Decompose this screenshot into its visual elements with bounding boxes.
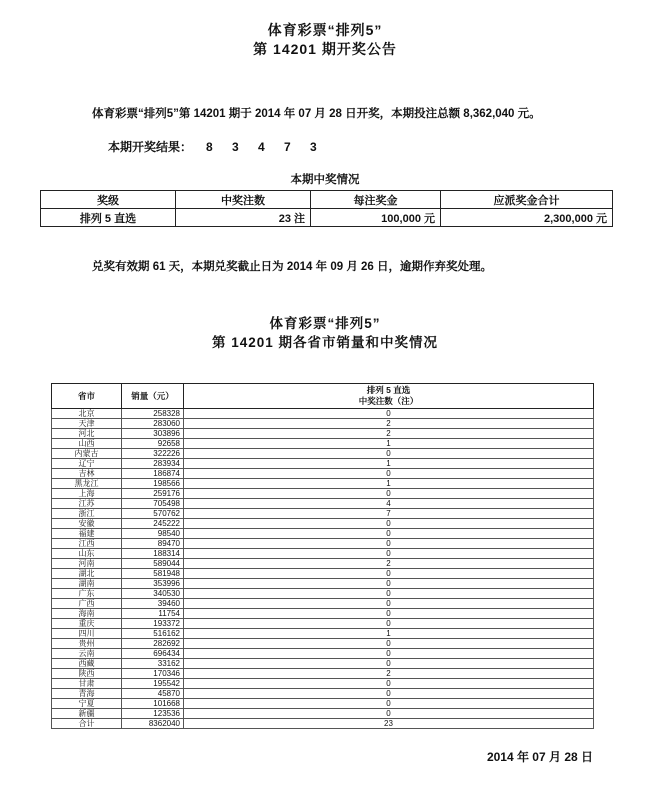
- province-row-province: 四川: [52, 629, 122, 639]
- province-row-sales: 322226: [122, 449, 184, 459]
- prize-cell-total: 2,300,000 元: [441, 209, 613, 227]
- province-row: [52, 679, 594, 689]
- page-title-line2: 第 14201 期开奖公告: [253, 41, 397, 57]
- province-row: [52, 469, 594, 479]
- province-row-wins: 2: [184, 419, 594, 429]
- province-row: [52, 479, 594, 489]
- draw-result-numbers: 8 3 4 7 3: [206, 140, 325, 154]
- province-row-sales: 570762: [122, 509, 184, 519]
- province-row: [52, 619, 594, 629]
- province-row-wins: 0: [184, 549, 594, 559]
- province-row-province: 江苏: [52, 499, 122, 509]
- province-row: [52, 449, 594, 459]
- province-row-province: 安徽: [52, 519, 122, 529]
- province-header-game: [184, 384, 594, 409]
- province-row-sales: 282692: [122, 639, 184, 649]
- province-row-wins: 4: [184, 499, 594, 509]
- province-row-province: 北京: [52, 409, 122, 419]
- province-row-sales: 45870: [122, 689, 184, 699]
- prize-cell-amount: 100,000 元: [311, 209, 441, 227]
- province-row: [52, 629, 594, 639]
- province-row-wins: 0: [184, 689, 594, 699]
- province-row-wins: 0: [184, 609, 594, 619]
- province-row-province: 广东: [52, 589, 122, 599]
- province-row-sales: 101668: [122, 699, 184, 709]
- province-section-title-line1: 体育彩票“排列5”: [269, 316, 381, 331]
- province-row-province: 河北: [52, 429, 122, 439]
- province-row-sales: 170346: [122, 669, 184, 679]
- province-row-sales: 581948: [122, 569, 184, 579]
- province-row-province: 湖南: [52, 579, 122, 589]
- province-row-sales: 193372: [122, 619, 184, 629]
- province-section-title: [0, 314, 650, 352]
- province-row-sales: 258328: [122, 409, 184, 419]
- province-row-sales: 259176: [122, 489, 184, 499]
- footer-date: 2014 年 07 月 28 日: [486, 750, 593, 764]
- province-row-province: 西藏: [52, 659, 122, 669]
- province-row-province: 陕西: [52, 669, 122, 679]
- province-row-wins: 2: [184, 559, 594, 569]
- province-row-wins: 1: [184, 479, 594, 489]
- province-row-province: 内蒙古: [52, 449, 122, 459]
- prize-header-total: 应派奖金合计: [441, 191, 613, 209]
- province-row-sales: 198566: [122, 479, 184, 489]
- province-row-wins: 0: [184, 469, 594, 479]
- province-row-wins: 0: [184, 589, 594, 599]
- province-header-name: 省市: [52, 384, 122, 409]
- province-row: [52, 419, 594, 429]
- province-row-wins: 0: [184, 659, 594, 669]
- province-row: [52, 539, 594, 549]
- province-row-sales: 39460: [122, 599, 184, 609]
- province-row: [52, 459, 594, 469]
- prize-table: [40, 190, 613, 227]
- province-row-sales: 89470: [122, 539, 184, 549]
- province-row-sales: 589044: [122, 559, 184, 569]
- province-row: [52, 659, 594, 669]
- province-row-province: 重庆: [52, 619, 122, 629]
- province-header-sales: 销量（元）: [122, 384, 184, 409]
- prize-header-amount: 每注奖金: [311, 191, 441, 209]
- province-table: [51, 383, 594, 729]
- province-row: [52, 579, 594, 589]
- province-row-province: 青海: [52, 689, 122, 699]
- province-row-sales: 92658: [122, 439, 184, 449]
- province-row: [52, 439, 594, 449]
- province-row: [52, 699, 594, 709]
- province-row-sales: 340530: [122, 589, 184, 599]
- province-row-sales: 705498: [122, 499, 184, 509]
- province-row-sales: 245222: [122, 519, 184, 529]
- prize-section-title: 本期中奖情况: [290, 174, 360, 186]
- province-row-wins: 1: [184, 629, 594, 639]
- province-row-sales: 283060: [122, 419, 184, 429]
- province-row: [52, 669, 594, 679]
- province-section-title-line2: 第 14201 期各省市销量和中奖情况: [211, 335, 439, 350]
- page-title: [0, 21, 650, 59]
- province-row: [52, 509, 594, 519]
- prize-header-count: 中奖注数: [176, 191, 311, 209]
- prize-header-level: 奖级: [41, 191, 176, 209]
- province-row-wins: 7: [184, 509, 594, 519]
- province-row: [52, 569, 594, 579]
- province-row-sales: 98540: [122, 529, 184, 539]
- province-row-wins: 0: [184, 529, 594, 539]
- province-row-province: 黑龙江: [52, 479, 122, 489]
- province-row-wins: 1: [184, 439, 594, 449]
- province-row-province: 吉林: [52, 469, 122, 479]
- province-row-sales: 353996: [122, 579, 184, 589]
- province-row-province: 河南: [52, 559, 122, 569]
- province-total-row-sales: 8362040: [122, 719, 184, 729]
- province-row-wins: 0: [184, 699, 594, 709]
- province-row: [52, 609, 594, 619]
- province-row-sales: 33162: [122, 659, 184, 669]
- province-table-body: [52, 409, 594, 729]
- province-row-province: 山东: [52, 549, 122, 559]
- province-row-sales: 188314: [122, 549, 184, 559]
- province-row-province: 海南: [52, 609, 122, 619]
- province-row: [52, 489, 594, 499]
- province-row-sales: 516162: [122, 629, 184, 639]
- province-row-wins: 0: [184, 599, 594, 609]
- prize-cell-count: 23 注: [176, 209, 311, 227]
- province-row-province: 贵州: [52, 639, 122, 649]
- province-row: [52, 429, 594, 439]
- intro-paragraph: 体育彩票“排列5”第 14201 期于 2014 年 07 月 28 日开奖，本期投注总额 8,362,040 元。: [92, 108, 541, 120]
- province-row-wins: 0: [184, 409, 594, 419]
- province-row-province: 浙江: [52, 509, 122, 519]
- province-row: [52, 709, 594, 719]
- province-total-row-wins: 23: [184, 719, 594, 729]
- draw-result-line: [108, 138, 325, 155]
- province-row-wins: 0: [184, 679, 594, 689]
- province-row: [52, 519, 594, 529]
- province-row-province: 上海: [52, 489, 122, 499]
- prize-table-data-row: [41, 209, 613, 227]
- province-row-province: 云南: [52, 649, 122, 659]
- province-row-sales: 186874: [122, 469, 184, 479]
- province-row-province: 广西: [52, 599, 122, 609]
- province-row: [52, 689, 594, 699]
- page-title-line1: 体育彩票“排列5”: [267, 22, 383, 38]
- province-row-wins: 0: [184, 639, 594, 649]
- province-header-game-line2: 中奖注数（注）: [358, 396, 419, 406]
- province-row-sales: 195542: [122, 679, 184, 689]
- province-row-wins: 0: [184, 519, 594, 529]
- province-row-province: 江西: [52, 539, 122, 549]
- province-row-wins: 1: [184, 459, 594, 469]
- province-row-wins: 0: [184, 649, 594, 659]
- province-row-wins: 0: [184, 579, 594, 589]
- province-row-wins: 0: [184, 489, 594, 499]
- province-row: [52, 499, 594, 509]
- prize-table-header-row: [41, 191, 613, 209]
- province-row: [52, 559, 594, 569]
- draw-result-label: 本期开奖结果：: [108, 140, 193, 154]
- province-total-row-province: 合计: [52, 719, 122, 729]
- province-row-province: 新疆: [52, 709, 122, 719]
- province-row-sales: 696434: [122, 649, 184, 659]
- province-row-wins: 2: [184, 669, 594, 679]
- province-row-province: 甘肃: [52, 679, 122, 689]
- province-row: [52, 549, 594, 559]
- province-row: [52, 649, 594, 659]
- province-row-province: 天津: [52, 419, 122, 429]
- province-row-wins: 0: [184, 449, 594, 459]
- redeem-note: 兑奖有效期 61 天，本期兑奖截止日为 2014 年 09 月 26 日，逾期作弃奖处理。: [92, 261, 493, 273]
- province-row-sales: 123536: [122, 709, 184, 719]
- province-row: [52, 599, 594, 609]
- province-row-sales: 283934: [122, 459, 184, 469]
- province-row: [52, 529, 594, 539]
- province-row-province: 福建: [52, 529, 122, 539]
- province-row-province: 湖北: [52, 569, 122, 579]
- province-row-sales: 303896: [122, 429, 184, 439]
- province-row-wins: 2: [184, 429, 594, 439]
- province-row-province: 辽宁: [52, 459, 122, 469]
- province-row-wins: 0: [184, 619, 594, 629]
- province-row-wins: 0: [184, 539, 594, 549]
- province-table-header-row: [52, 384, 594, 409]
- province-row-sales: 11754: [122, 609, 184, 619]
- province-header-game-line1: 排列 5 直选: [366, 385, 411, 395]
- province-row: [52, 589, 594, 599]
- province-row-province: 宁夏: [52, 699, 122, 709]
- province-row: [52, 409, 594, 419]
- province-row-province: 山西: [52, 439, 122, 449]
- prize-cell-level: 排列 5 直选: [41, 209, 176, 227]
- province-total-row: [52, 719, 594, 729]
- province-row: [52, 639, 594, 649]
- province-row-wins: 0: [184, 569, 594, 579]
- province-row-wins: 0: [184, 709, 594, 719]
